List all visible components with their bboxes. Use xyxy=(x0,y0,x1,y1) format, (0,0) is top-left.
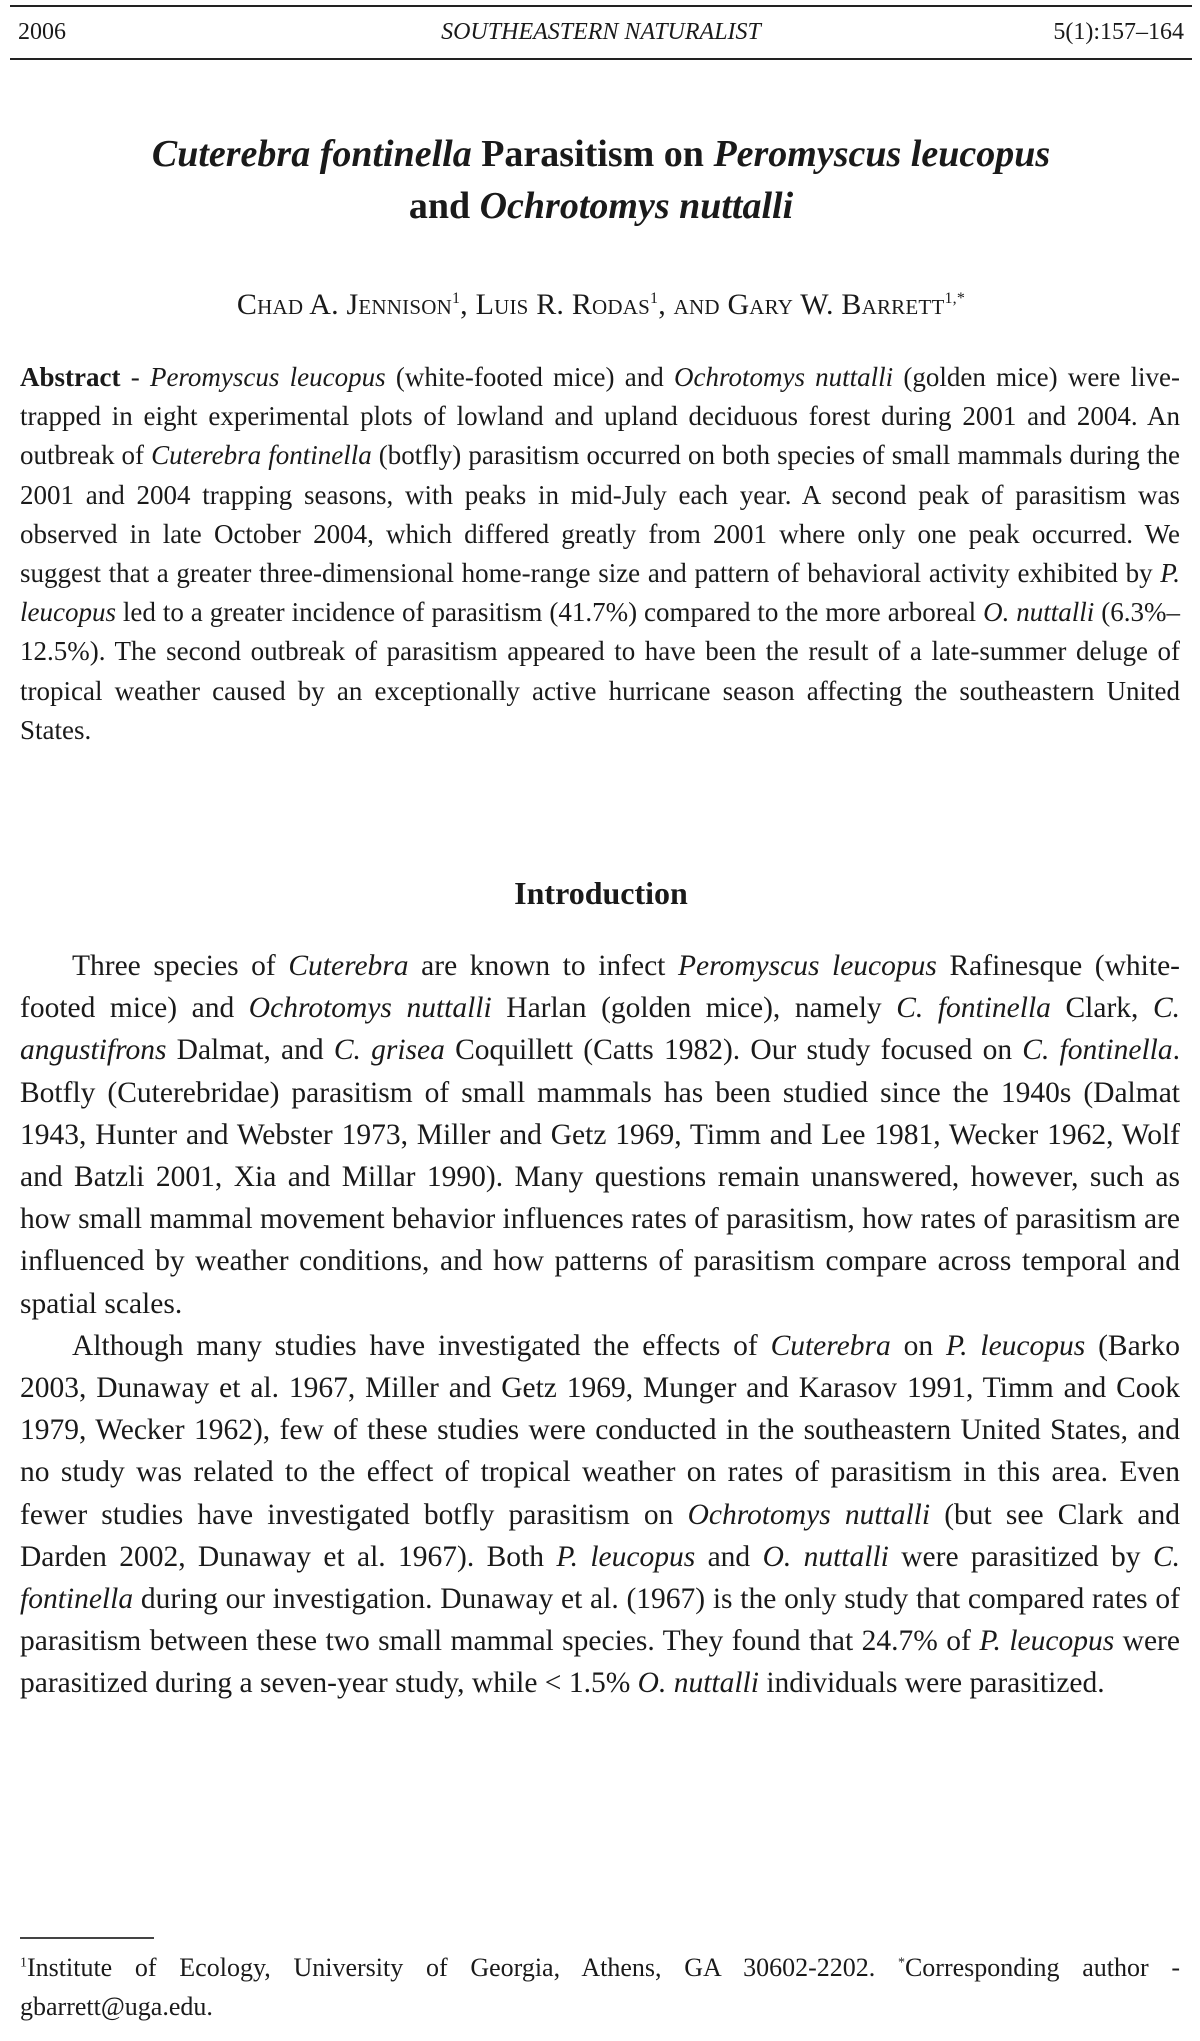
italic-run: C. fontinella xyxy=(1022,1034,1173,1067)
author-name: Chad A. Jennison xyxy=(236,288,452,321)
running-head-volume-pages: 5(1):157–164 xyxy=(1053,19,1184,45)
text-run: individuals were parasitized. xyxy=(758,1667,1105,1700)
text-run: (botfly) parasitism occurred on both species of small mammals during the 2001 and 2004 trapping seasons, with peaks in mid-July each year. A second peak of parasitism was observed in late October 2004, which differed greatly from 2001 where only one peak occurred. We suggest that a greater three-dimensional home-range size and pattern of behavioral activity exhibited by xyxy=(20,440,1181,589)
italic-run: C. angustifrons xyxy=(20,992,1181,1067)
italic-run: Ochrotomys nuttalli xyxy=(673,362,894,392)
italic-run: O. nuttalli xyxy=(762,1540,889,1573)
italic-run: C. grisea xyxy=(333,1034,445,1067)
text-run: were parasitized during a seven-year study, while < 1.5% xyxy=(20,1625,1180,1700)
text-run: Clark, xyxy=(1050,992,1153,1025)
intro-paragraph-2 xyxy=(20,1325,1180,1705)
italic-run: Cuterebra xyxy=(288,950,409,982)
italic-run: Peromyscus leucopus xyxy=(713,133,1051,175)
text-run: Harlan (golden mice), namely xyxy=(491,992,897,1025)
text-run: on xyxy=(890,1329,946,1362)
author-affiliation-marker: 1 xyxy=(451,290,461,307)
italic-run: Peromyscus leucopus xyxy=(677,950,937,982)
text-run: Parasitism on xyxy=(471,133,714,175)
italic-run: O. nuttalli xyxy=(637,1667,759,1700)
text-run: during our investigation. Dunaway et al. (1967) is the only study that compared rates of parasitism between these two small mammal species. They found that 24.7% of xyxy=(20,1583,1180,1658)
italic-run: Cuterebra fontinella xyxy=(151,133,472,175)
running-head xyxy=(10,14,1192,50)
footnote-rule xyxy=(20,1937,154,1939)
section-heading-introduction: Introduction xyxy=(514,875,688,911)
italic-run: Cuterebra xyxy=(770,1329,891,1362)
italic-run: Ochrotomys nuttalli xyxy=(248,992,492,1025)
italic-run: Ochrotomys nuttalli xyxy=(687,1498,931,1531)
text-run: and xyxy=(408,185,480,227)
italic-run: Peromyscus leucopus xyxy=(149,362,386,392)
text-run: Rafinesque (white-footed mice) and xyxy=(20,950,1180,1025)
article-title xyxy=(10,128,1192,232)
title-line-1 xyxy=(10,128,1192,180)
text-run: (Barko 2003, Dunaway et al. 1967, Miller and Getz 1969, Munger and Karasov 1991, Timm and Cook 1979, Wecker 1962), few of these studies were conducted in the southeastern United States, and no study was related to the effect of tropical weather on rates of parasitism in this area. Even fewer studies have investigated botfly parasitism on xyxy=(20,1329,1180,1531)
text-run: Although many studies have investigated the effects of xyxy=(72,1329,771,1362)
abstract xyxy=(20,358,1180,750)
title-line-2 xyxy=(10,180,1192,232)
italic-run: C. fontinella xyxy=(896,992,1051,1025)
corresponding-author-text: Corresponding author - gbarrett@uga.edu. xyxy=(20,1953,1180,2021)
author-affiliation-marker: 1,* xyxy=(944,290,966,307)
text-run: Dalmat, and xyxy=(166,1034,334,1067)
text-run: (but see Clark and Darden 2002, Dunaway et al. 1967). Both xyxy=(20,1498,1180,1573)
introduction-body xyxy=(20,945,1180,1705)
text-run: . Botfly (Cuterebridae) parasitism of small mammals has been studied since the 1940s (Dalmat 1943, Hunter and Webster 1973, Miller and Getz 1969, Timm and Lee 1981, Wecker 1962, Wolf and Batzli 2001, Xia and Millar 1990). Many questions remain unanswered, however, such as how small mammal movement behavior influences rates of parasitism, how rates of parasitism are influenced by weather conditions, and how patterns of parasitism compare across temporal and spatial scales. xyxy=(20,1034,1180,1320)
italic-run: P. leucopus xyxy=(979,1625,1115,1658)
abstract-text xyxy=(20,362,1180,745)
italic-run: Ochrotomys nuttalli xyxy=(479,185,794,227)
author-separator: , and xyxy=(658,288,728,321)
affiliation-marker: 1 xyxy=(20,1955,27,1971)
italic-run: P. leucopus xyxy=(20,558,1180,628)
author-list xyxy=(10,285,1192,325)
author-affiliation-marker: 1 xyxy=(650,290,659,307)
intro-paragraph-1 xyxy=(20,945,1180,1325)
text-run: (white-footed mice) and xyxy=(385,362,674,392)
author-name: Gary W. Barrett xyxy=(727,288,945,321)
italic-run: C. fontinella xyxy=(20,1540,1180,1616)
text-run: are known to infect xyxy=(408,950,678,982)
text-run: led to a greater incidence of parasitism (41.7%) compared to the more arboreal xyxy=(115,597,984,628)
author-separator: , xyxy=(460,288,476,321)
header-rule-top xyxy=(10,5,1192,7)
italic-run: Cuterebra fontinella xyxy=(151,440,372,471)
author-name: Luis R. Rodas xyxy=(475,288,651,321)
abstract-label: Abstract xyxy=(20,362,121,392)
text-run: (golden mice) were live-trapped in eight experimental plots of lowland and upland deciduous forest during 2001 and 2004. An outbreak of xyxy=(20,362,1181,471)
header-rule-bottom xyxy=(10,58,1192,60)
text-run: - xyxy=(120,362,150,392)
running-head-year: 2006 xyxy=(18,19,66,45)
italic-run: P. leucopus xyxy=(556,1540,696,1573)
running-head-journal: SOUTHEASTERN NATURALIST xyxy=(441,19,761,45)
text-run: were parasitized by xyxy=(888,1540,1153,1573)
corresponding-marker: * xyxy=(897,1955,905,1971)
affiliation-text: Institute of Ecology, University of Georgia, Athens, GA 30602-2202. xyxy=(27,1953,898,1982)
italic-run: O. nuttalli xyxy=(983,597,1095,628)
footnote xyxy=(20,1948,1180,2026)
text-run: and xyxy=(695,1540,763,1573)
text-run: Three species of xyxy=(72,950,289,982)
text-run: Coquillett (Catts 1982). Our study focused on xyxy=(444,1034,1023,1067)
text-run: (6.3%–12.5%). The second outbreak of parasitism appeared to have been the result of a late-summer deluge of tropical weather caused by an exceptionally active hurricane season affecting the southeastern United States. xyxy=(20,597,1180,745)
italic-run: P. leucopus xyxy=(945,1329,1086,1362)
